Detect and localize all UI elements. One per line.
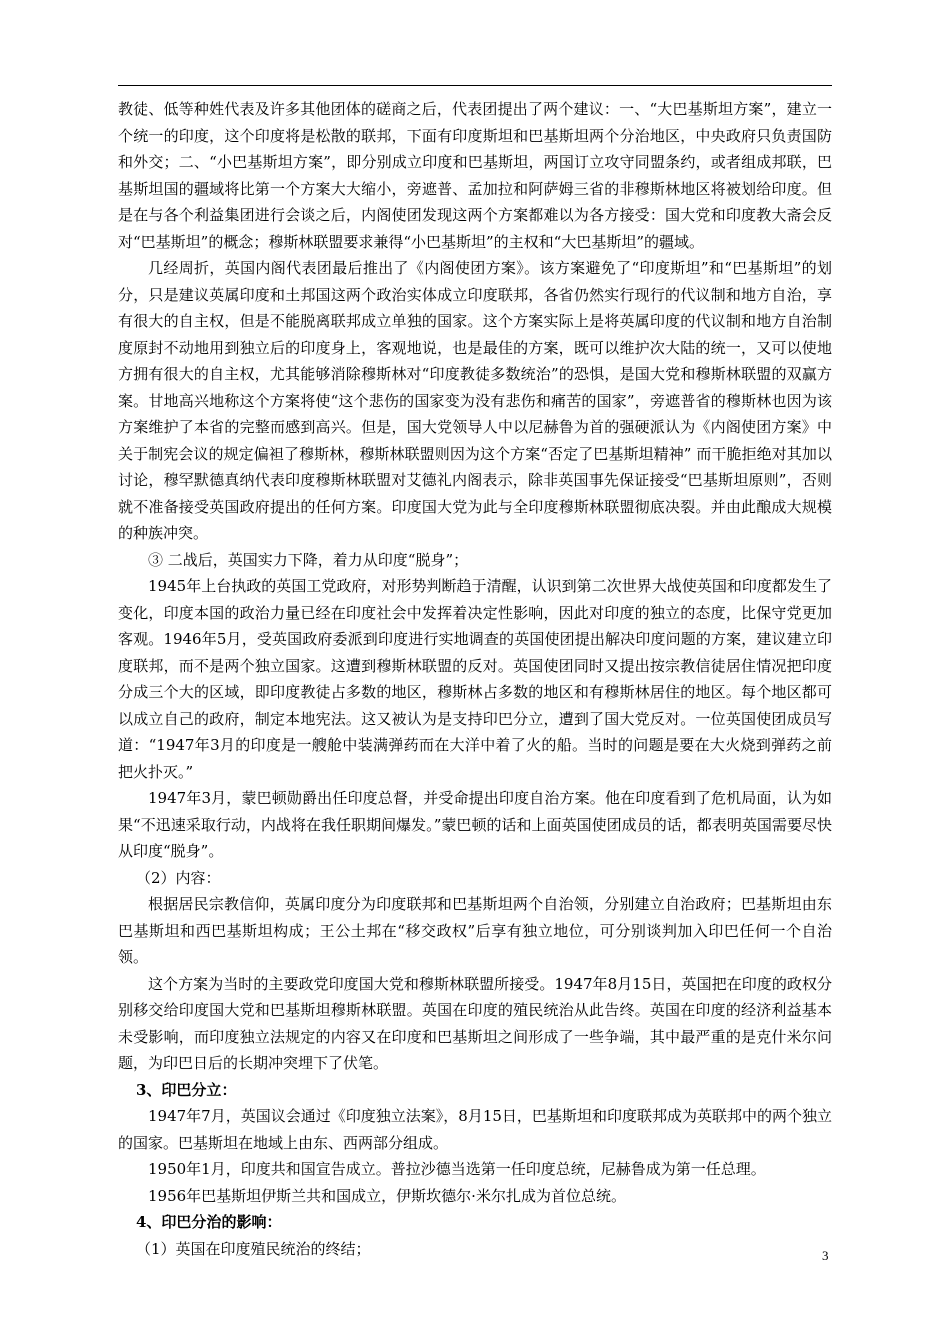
paragraph-independence-act: 1947年7月，英国议会通过《印度独立法案》，8月15日，巴基斯坦和印度联邦成为英联邦中的两个独立的国家。巴基斯坦在地域上由东、西两部分组成。 — [118, 1107, 832, 1152]
body-text — [118, 96, 832, 1262]
paragraph-mountbatten: 1947年3月，蒙巴顿勋爵出任印度总督，并受命提出印度自治方案。他在印度看到了危机局面，认为如果“不迅速采取行动，内战将在我任职期间爆发。”蒙巴顿的话和上面英国使团成员的话，都表明英国需要尽快从印度“脱身”。 — [118, 789, 832, 860]
paragraph-plan-accepted: 这个方案为当时的主要政党印度国大党和穆斯林联盟所接受。1947年8月15日，英国把在印度的政权分别移交给印度国大党和巴基斯坦穆斯林联盟。英国在印度的殖民统治从此告终。英国在印度的经济利益基本未受影响，而印度独立法规定的内容又在印度和巴基斯坦之间形成了一些争端，其中最严重的是克什米尔问题，为印巴日后的长期冲突埋下了伏笔。 — [118, 974, 832, 1072]
paragraph-content-detail: 根据居民宗教信仰，英属印度分为印度联邦和巴基斯坦两个自治领，分别建立自治政府；巴基斯坦由东巴基斯坦和西巴基斯坦构成；王公土邦在“移交政权”后享有独立地位，可分别谈判加入印巴任何一个自治领。 — [118, 895, 832, 966]
paragraph-india-republic: 1950年1月，印度共和国宣告成立。普拉沙德当选第一任印度总统，尼赫鲁成为第一任总理。 — [148, 1160, 766, 1178]
paragraph-point-3: ③ 二战后，英国实力下降，着力从印度“脱身”； — [148, 550, 469, 569]
paragraph-cabinet-mission-plan: 几经周折，英国内阁代表团最后推出了《内阁使团方案》。该方案避免了“印度斯坦”和“巴基斯坦”的划分，只是建议英属印度和土邦国这两个政治实体成立印度联邦，各省仍然实行现行的代议制和地方自治，享有很大的自主权，但是不能脱离联邦成立单独的国家。这个方案实际上是将英属印度的代议制和地方自治制度原封不动地用到独立后的印度身上，客观地说，也是最佳的方案，既可以维护次大陆的统一，又可以使地方拥有很大的自主权，尤其能够消除穆斯林对“印度教徒多数统治”的恐惧，是国大党和穆斯林联盟的双赢方案。甘地高兴地称这个方案将使“这个悲伤的国家变为没有悲伤和痛苦的国家”，旁遮普省的穆斯林也因为该方案维护了本省的完整而感到高兴。但是，国大党领导人中以尼赫鲁为首的强硬派认为《内阁使团方案》中关于制宪会议的规定偏袒了穆斯林，穆斯林联盟则因为这个方案“否定了巴基斯坦精神” 而干脆拒绝对其加以讨论，穆罕默德真纳代表印度穆斯林联盟对艾德礼内阁表示，除非英国事先保证接受“巴基斯坦原则”，否则就不准备接受英国政府提出的任何方案。印度国大党为此与全印度穆斯林联盟彻底决裂。并由此酿成大规模的种族冲突。 — [118, 259, 832, 542]
paragraph-labour-government: 1945年上台执政的英国工党政府，对形势判断趋于清醒，认识到第二次世界大战使英国和印度都发生了变化，印度本国的政治力量已经在印度社会中发挥着决定性影响，因此对印度的独立的态度，比保守党更加客观。1946年5月，受英国政府委派到印度进行实地调查的英国使团提出解决印度问题的方案，建议建立印度联邦，而不是两个独立国家。这遭到穆斯林联盟的反对。英国使团同时又提出按宗教信徒居住情况把印度分成三个大的区域，即印度教徒占多数的地区，穆斯林占多数的地区和有穆斯林居住的地区。每个地区都可以成立自己的政府，制定本地宪法。这又被认为是支持印巴分立，遭到了国大党反对。一位英国使团成员写道：“1947年3月的印度是一艘舱中装满弹药而在大洋中着了火的船。当时的问题是要在大火烧到弹药之前把火扑灭。” — [118, 577, 832, 781]
paragraph-impact-1: （1）英国在印度殖民统治的终结； — [136, 1239, 371, 1258]
section-heading-content: （2）内容： — [136, 868, 221, 887]
section-heading-partition: 3、印巴分立： — [136, 1080, 237, 1099]
paragraph-proposals: 教徒、低等种姓代表及许多其他团体的磋商之后，代表团提出了两个建议：一、“大巴基斯坦方案”，建立一个统一的印度，这个印度将是松散的联邦，下面有印度斯坦和巴基斯坦两个分治地区，中央政府只负责国防和外交；二、“小巴基斯坦方案”，即分别成立印度和巴基斯坦，两国订立攻守同盟条约，或者组成邦联，巴基斯坦国的疆域将比第一个方案大大缩小，旁遮普、孟加拉和阿萨姆三省的非穆斯林地区将被划给印度。但是在与各个利益集团进行会谈之后，内阁使团发现这两个方案都难以为各方接受：国大党和印度教大斋会反对“巴基斯坦”的概念；穆斯林联盟要求兼得“小巴基斯坦”的主权和“大巴基斯坦”的疆域。 — [118, 100, 832, 251]
section-heading-impact: 4、印巴分治的影响： — [136, 1213, 282, 1231]
page-number: 3 — [822, 1248, 829, 1263]
paragraph-pakistan-republic: 1956年巴基斯坦伊斯兰共和国成立，伊斯坎德尔·米尔扎成为首位总统。 — [148, 1186, 626, 1205]
header-rule — [118, 85, 832, 86]
